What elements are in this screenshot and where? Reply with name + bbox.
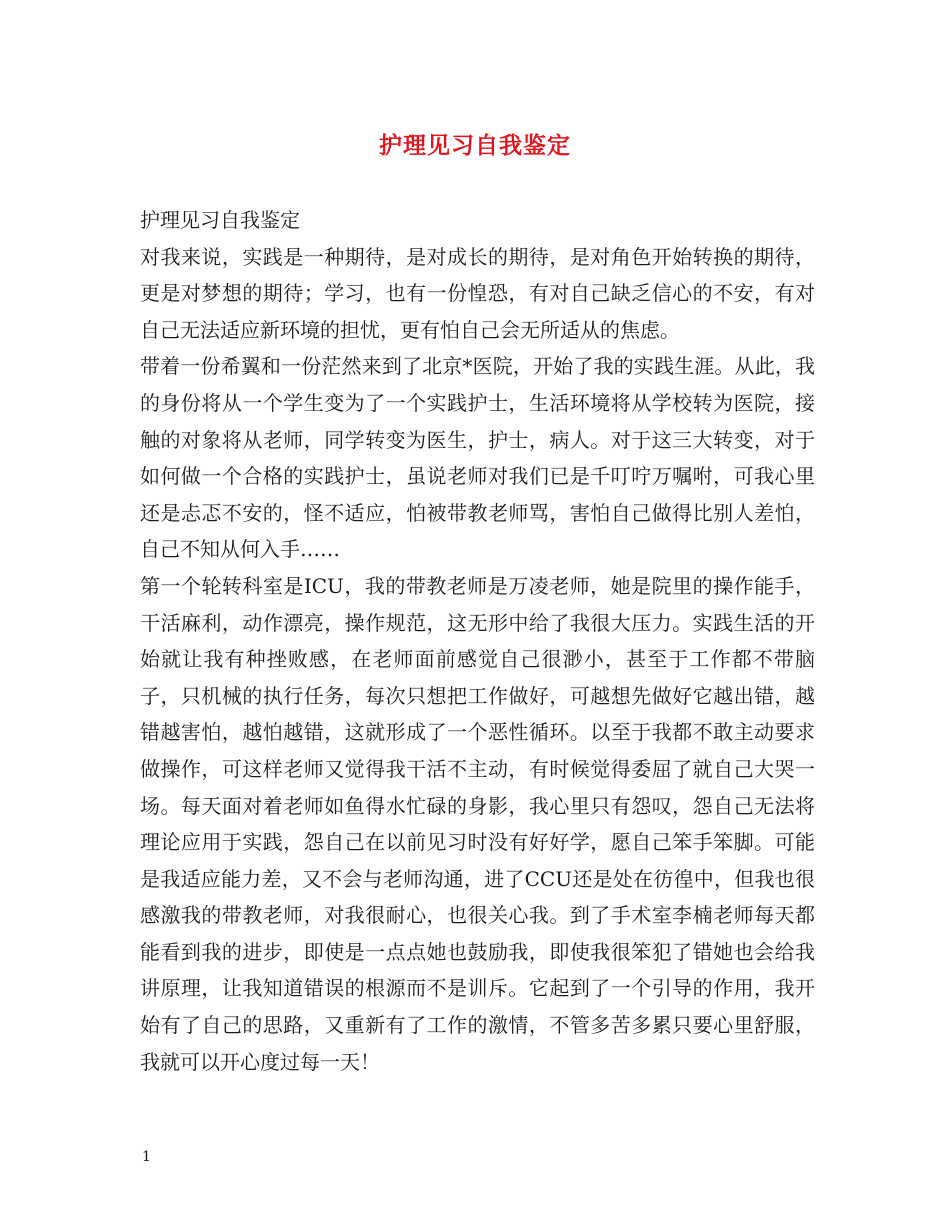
body-paragraph-3: 第一个轮转科室是ICU，我的带教老师是万凌老师，她是院里的操作能手，干活麻利，动作漂亮，操作规范，这无形中给了我很大压力。实践生活的开始就让我有种挫败感，在老师面前感觉自己很渺小，甚至于工作都不带脑子，只机械的执行任务，每次只想把工作做好，可越想先做好它越出错，越错越害怕，越怕越错，这就形成了一个恶性循环。以至于我都不敢主动要求做操作，可这样老师又觉得我干活不主动，有时候觉得委屈了就自己大哭一场。每天面对着老师如鱼得水忙碌的身影，我心里只有怨叹，怨自己无法将理论应用于实践，怨自己在以前见习时没有好好学，愿自己笨手笨脚。可能是我适应能力差，又不会与老师沟通，进了CCU还是处在彷徨中，但我也很感激我的带教老师，对我很耐心，也很关心我。到了手术室李楠老师每天都能看到我的进步，即使是一点点她也鼓励我，即使我很笨犯了错她也会给我讲原理，让我知道错误的根源而不是训斥。它起到了一个引导的作用，我开始有了自己的思路，又重新有了工作的激情，不管多苦多累只要心里舒服，我就可以开心度过每一天！: [140, 573, 815, 1074]
body-paragraph-1: 对我来说，实践是一种期待，是对成长的期待，是对角色开始转换的期待，更是对梦想的期待；学习，也有一份惶恐，有对自己缺乏信心的不安，有对自己无法适应新环境的担忧，更有怕自己会无所适从的焦虑。: [140, 244, 815, 342]
document-body: [140, 202, 815, 1080]
document-title: 护理见习自我鉴定: [379, 132, 571, 159]
page-number: 1: [142, 1149, 151, 1165]
body-heading: 护理见习自我鉴定: [140, 208, 300, 232]
body-paragraph-2: 带着一份希翼和一份茫然来到了北京*医院，开始了我的实践生涯。从此，我的身份将从一个学生变为了一个实践护士，生活环境将从学校转为医院，接触的对象将从老师，同学转变为医生，护士，病人。对于这三大转变，对于如何做一个合格的实践护士，虽说老师对我们已是千叮咛万嘱咐，可我心里还是忐忑不安的，怪不适应，怕被带教老师骂，害怕自己做得比别人差怕，自己不知从何入手……: [140, 354, 815, 562]
